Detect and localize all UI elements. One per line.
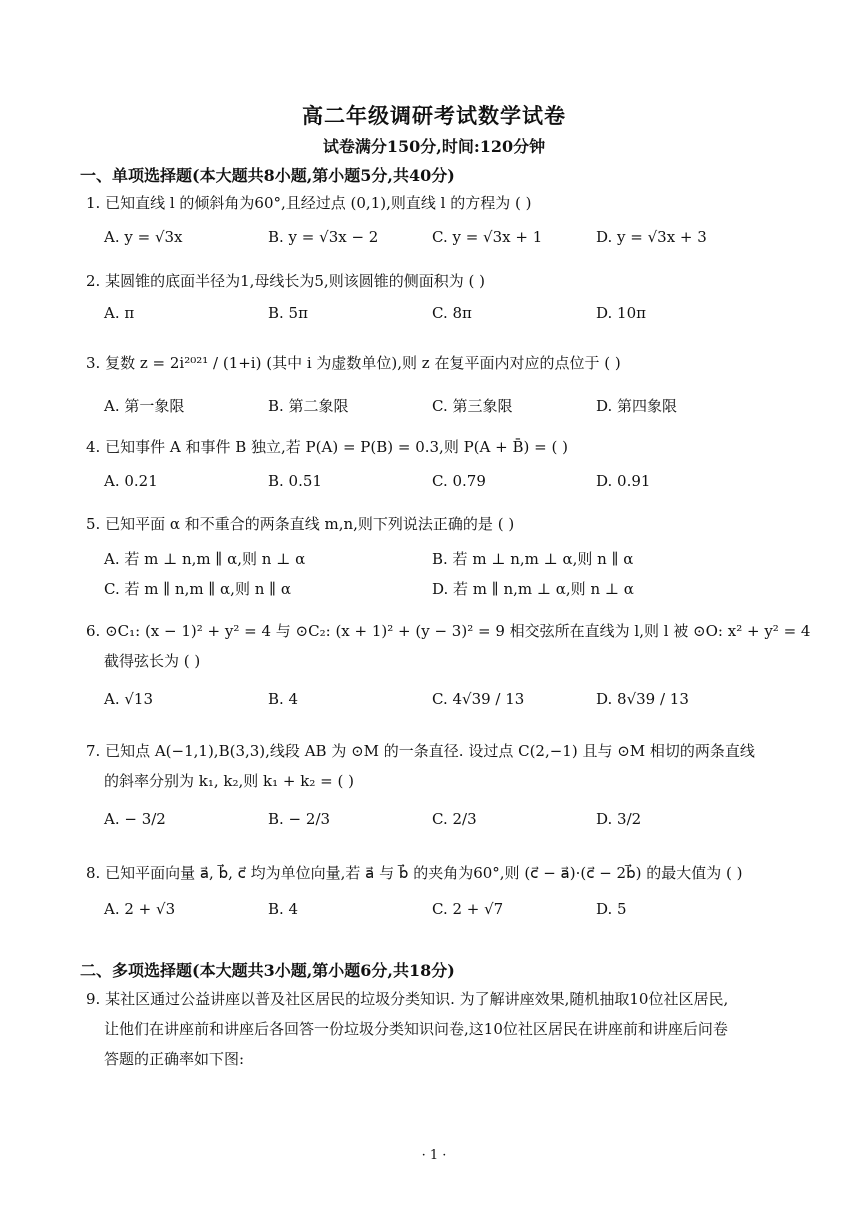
question-4-option-c: C. 0.79 <box>432 472 486 490</box>
question-5-option-b: B. 若 m ⊥ n,m ⊥ α,则 n ∥ α <box>432 550 634 568</box>
question-6-option-c: C. 4√39 / 13 <box>432 690 525 708</box>
question-2-option-c: C. 8π <box>432 304 472 322</box>
section-heading-single-choice: 一、单项选择题(本大题共8小题,第小题5分,共40分) <box>80 166 455 185</box>
section-heading-multi-choice: 二、多项选择题(本大题共3小题,第小题6分,共18分) <box>80 961 455 980</box>
page-subtitle: 试卷满分150分,时间:120分钟 <box>322 137 546 156</box>
question-4-option-a: A. 0.21 <box>104 472 158 490</box>
question-8-option-d: D. 5 <box>596 900 627 918</box>
question-7-option-b: B. − 2/3 <box>268 810 331 828</box>
question-3-option-d: D. 第四象限 <box>596 397 678 415</box>
question-4: 4. 已知事件 A 和事件 B 独立,若 P(A) = P(B) = 0.3,则 P(A + B̄) = ( ) <box>86 438 568 456</box>
question-6-option-d: D. 8√39 / 13 <box>596 690 689 708</box>
question-1-option-b: B. y = √3x − 2 <box>268 228 379 246</box>
question-1-option-c: C. y = √3x + 1 <box>432 228 543 246</box>
question-3: 3. 复数 z = 2i²⁰²¹ / (1+i) (其中 i 为虚数单位),则 z 在复平面内对应的点位于 ( ) <box>86 354 621 372</box>
question-4-option-d: D. 0.91 <box>596 472 651 490</box>
question-8-option-c: C. 2 + √7 <box>432 900 504 918</box>
page-number: · 1 · <box>421 1148 447 1163</box>
question-8-option-a: A. 2 + √3 <box>104 900 176 918</box>
question-7: 7. 已知点 A(−1,1),B(3,3),线段 AB 为 ⊙M 的一条直径. 设过点 C(2,−1) 且与 ⊙M 相切的两条直线 <box>86 742 755 760</box>
question-1: 1. 已知直线 l 的倾斜角为60°,且经过点 (0,1),则直线 l 的方程为 ( ) <box>86 194 532 212</box>
question-9-line-1: 9. 某社区通过公益讲座以普及社区居民的垃圾分类知识. 为了解讲座效果,随机抽取10位社区居民, <box>86 990 729 1008</box>
question-9-line-2: 让他们在讲座前和讲座后各回答一份垃圾分类知识问卷,这10位社区居民在讲座前和讲座后问卷 <box>104 1020 728 1038</box>
question-5-option-d: D. 若 m ∥ n,m ⊥ α,则 n ⊥ α <box>432 580 634 598</box>
question-3-option-b: B. 第二象限 <box>268 397 349 415</box>
question-2-option-b: B. 5π <box>268 304 308 322</box>
question-7-option-d: D. 3/2 <box>596 810 642 828</box>
question-3-option-c: C. 第三象限 <box>432 397 513 415</box>
question-1-option-a: A. y = √3x <box>104 228 183 246</box>
question-6-line-2: 截得弦长为 ( ) <box>104 652 201 670</box>
question-8-option-b: B. 4 <box>268 900 299 918</box>
question-3-option-a: A. 第一象限 <box>104 397 185 415</box>
page-title: 高二年级调研考试数学试卷 <box>302 103 566 128</box>
question-4-option-b: B. 0.51 <box>268 472 322 490</box>
question-5: 5. 已知平面 α 和不重合的两条直线 m,n,则下列说法正确的是 ( ) <box>86 515 515 533</box>
question-6-option-a: A. √13 <box>104 690 154 708</box>
question-5-option-c: C. 若 m ∥ n,m ∥ α,则 n ∥ α <box>104 580 291 598</box>
question-2-option-d: D. 10π <box>596 304 646 322</box>
question-7-option-c: C. 2/3 <box>432 810 477 828</box>
question-7-option-a: A. − 3/2 <box>104 810 166 828</box>
question-9-line-3: 答题的正确率如下图: <box>104 1050 245 1068</box>
question-5-option-a: A. 若 m ⊥ n,m ∥ α,则 n ⊥ α <box>104 550 306 568</box>
question-2-option-a: A. π <box>104 304 135 322</box>
question-2: 2. 某圆锥的底面半径为1,母线长为5,则该圆锥的侧面积为 ( ) <box>86 272 485 290</box>
question-1-option-d: D. y = √3x + 3 <box>596 228 707 246</box>
question-6-option-b: B. 4 <box>268 690 299 708</box>
question-8: 8. 已知平面向量 a⃗, b⃗, c⃗ 均为单位向量,若 a⃗ 与 b⃗ 的夹角为60°,则 (c⃗ − a⃗)·(c⃗ − 2b⃗) 的最大值为 ( ) <box>86 864 743 882</box>
question-7-line-2: 的斜率分别为 k₁, k₂,则 k₁ + k₂ = ( ) <box>104 772 354 790</box>
question-6: 6. ⊙C₁: (x − 1)² + y² = 4 与 ⊙C₂: (x + 1)² + (y − 3)² = 9 相交弦所在直线为 l,则 l 被 ⊙O: x² + y² = 4 <box>86 622 811 640</box>
